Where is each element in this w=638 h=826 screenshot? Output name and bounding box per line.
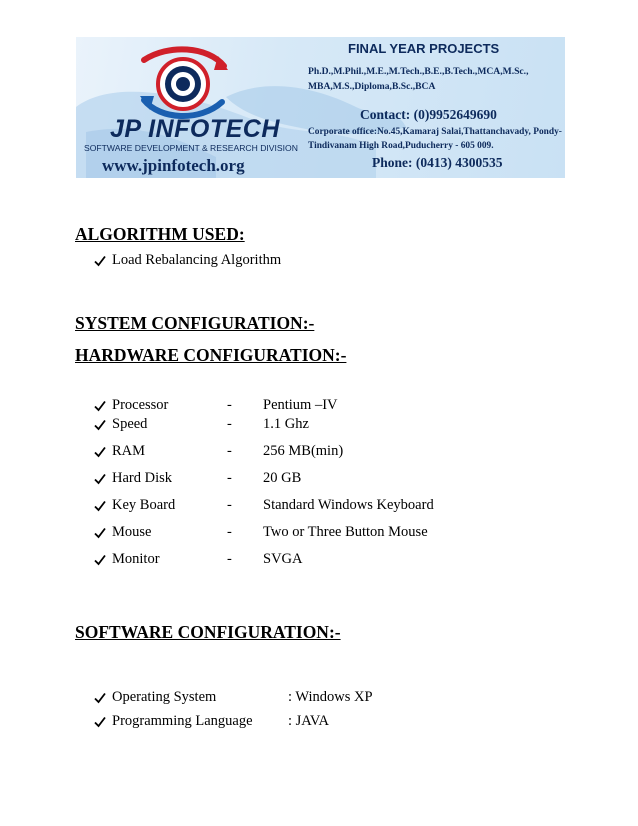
phone-number: Phone: (0413) 4300535 <box>372 155 503 170</box>
header-banner <box>76 37 565 178</box>
website-link[interactable]: www.jpinfotech.org <box>102 156 245 175</box>
banner-title: FINAL YEAR PROJECTS <box>348 41 500 56</box>
item-value: : JAVA <box>288 713 329 729</box>
brand-division: SOFTWARE DEVELOPMENT & RESEARCH DIVISION <box>84 143 298 153</box>
item-value: Two or Three Button Mouse <box>263 524 428 540</box>
degree-list: Ph.D.,M.Phil.,M.E.,M.Tech.,B.E.,B.Tech.,MCA,M.Sc., MBA,M.S.,Diploma,B.Sc.,BCA <box>308 66 529 92</box>
item-label: Processor <box>112 397 169 413</box>
item-label: Operating System <box>112 689 217 705</box>
item-value: 20 GB <box>263 470 302 486</box>
checkmark-icon <box>94 527 106 539</box>
item-label: Programming Language <box>112 713 253 729</box>
checkmark-icon <box>94 554 106 566</box>
item-value: : Windows XP <box>288 689 373 705</box>
checkmark-icon <box>94 400 106 412</box>
item-label: Hard Disk <box>112 470 173 486</box>
item-value: Pentium –IV <box>263 397 338 413</box>
item-separator: - <box>227 524 232 540</box>
checkmark-icon <box>94 255 106 267</box>
contact-number: Contact: (0)9952649690 <box>360 107 497 122</box>
item-label: Mouse <box>112 524 152 540</box>
item-separator: - <box>227 416 232 432</box>
checkmark-icon <box>94 419 106 431</box>
item-separator: - <box>227 551 232 567</box>
item-label: Load Rebalancing Algorithm <box>112 252 282 268</box>
item-value: 1.1 Ghz <box>263 416 309 432</box>
item-label: Speed <box>112 416 148 432</box>
system-configuration-heading: SYSTEM CONFIGURATION:- <box>75 313 315 333</box>
office-address: Corporate office:No.45,Kamaraj Salai,Thattanchavady, Pondy-Tindivanam High Road,Puducherry - 605 009. <box>308 127 562 151</box>
item-label: RAM <box>112 443 146 459</box>
item-label: Monitor <box>112 551 160 567</box>
algorithm-heading: ALGORITHM USED: <box>75 224 245 244</box>
item-value: 256 MB(min) <box>263 443 344 459</box>
item-separator: - <box>227 443 232 459</box>
item-separator: - <box>227 470 232 486</box>
item-label: Key Board <box>112 497 176 513</box>
item-separator: - <box>227 497 232 513</box>
item-separator: - <box>227 397 232 413</box>
checkmark-icon <box>94 692 106 704</box>
checkmark-icon <box>94 446 106 458</box>
checkmark-icon <box>94 500 106 512</box>
software-configuration-heading: SOFTWARE CONFIGURATION:- <box>75 622 341 642</box>
item-value: Standard Windows Keyboard <box>263 497 434 513</box>
checkmark-icon <box>94 716 106 728</box>
target-logo-icon <box>138 44 228 124</box>
hardware-configuration-heading: HARDWARE CONFIGURATION:- <box>75 345 347 365</box>
brand-name: JP INFOTECH <box>110 115 280 143</box>
checkmark-icon <box>94 473 106 485</box>
item-value: SVGA <box>263 551 303 567</box>
